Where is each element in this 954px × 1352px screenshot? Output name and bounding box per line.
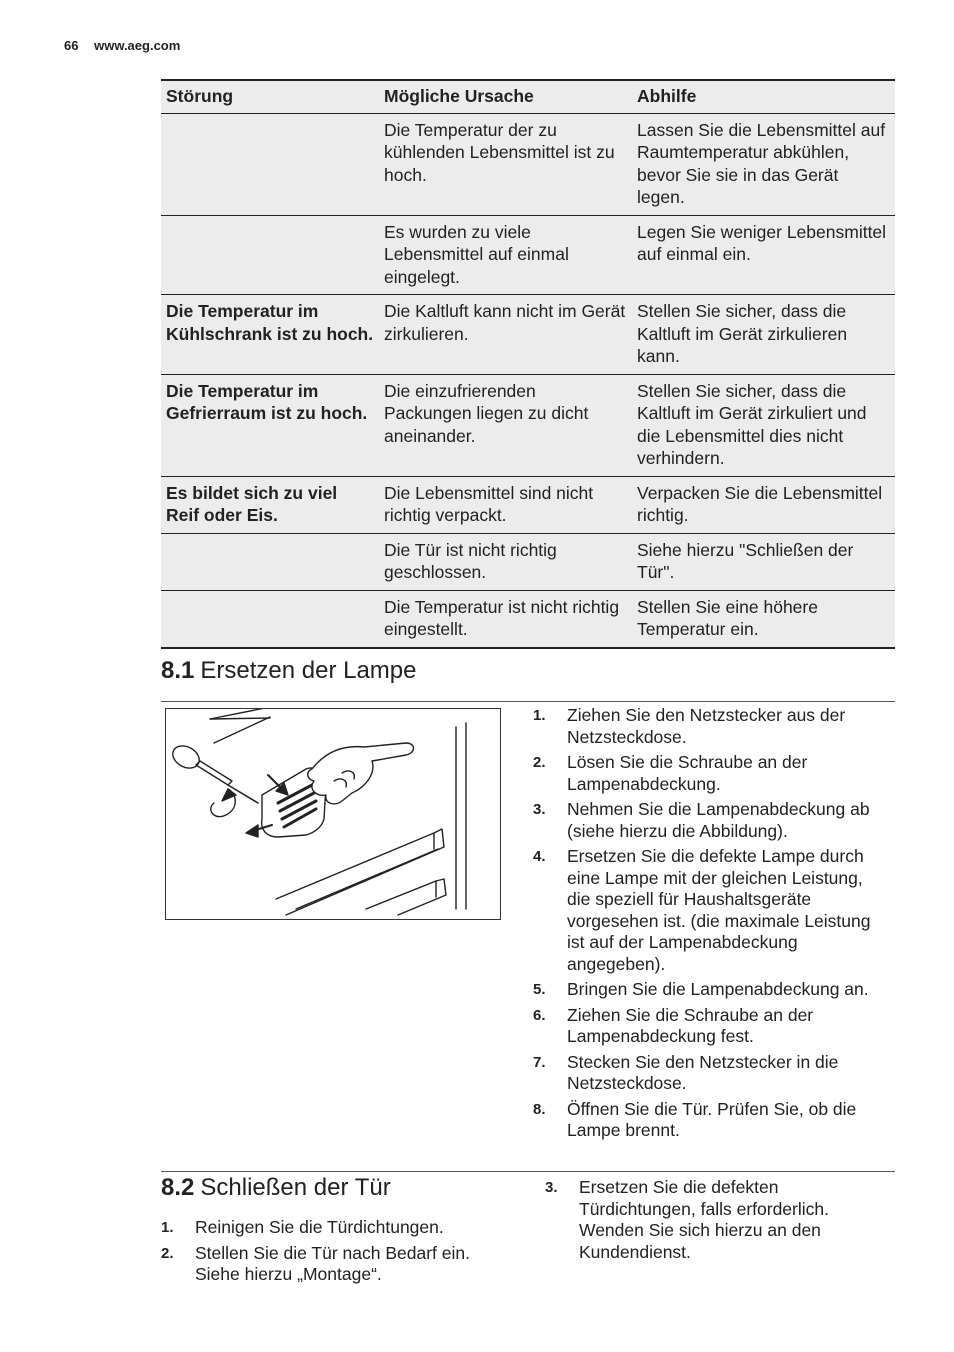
column-header-remedy: Abhilfe (632, 80, 895, 113)
column-header-cause: Mögliche Ursache (379, 80, 632, 113)
table-row (161, 476, 895, 533)
remedy-cell: Legen Sie weniger Lebensmittel auf einmal ein. (632, 215, 895, 295)
section-divider (161, 701, 895, 702)
list-item (533, 846, 889, 975)
table-row (161, 295, 895, 375)
step-text: Öffnen Sie die Tür. Prüfen Sie, ob die Lampe brennt. (567, 1098, 857, 1140)
remedy-cell: Stellen Sie eine höhere Temperatur ein. (632, 590, 895, 648)
list-item (545, 1177, 895, 1263)
step-text: Ersetzen Sie die defekten Türdichtungen, falls erforderlich. Wenden Sie sich hierzu an den Kundendienst. (579, 1177, 829, 1262)
list-item (533, 979, 889, 1001)
step-text: Stecken Sie den Netzstecker in die Netzsteckdose. (567, 1051, 839, 1093)
fault-cell: Die Temperatur im Kühlschrank ist zu hoch. (161, 295, 379, 375)
door-steps-left (161, 1217, 501, 1290)
step-text: Stellen Sie die Tür nach Bedarf ein. Siehe hierzu „Montage“. (195, 1242, 470, 1284)
list-item (161, 1217, 501, 1239)
remedy-cell: Siehe hierzu "Schließen der Tür". (632, 533, 895, 590)
step-number: 7. (533, 1053, 546, 1071)
step-number: 6. (533, 1006, 546, 1024)
step-text: Ziehen Sie den Netzstecker aus der Netzsteckdose. (567, 705, 846, 747)
table-row (161, 374, 895, 476)
step-number: 1. (161, 1219, 174, 1236)
cause-cell: Die Kaltluft kann nicht im Gerät zirkulieren. (379, 295, 632, 375)
step-number: 5. (533, 981, 546, 998)
cause-cell: Es wurden zu viele Lebensmittel auf einmal eingelegt. (379, 215, 632, 295)
cause-cell: Die Tür ist nicht richtig geschlossen. (379, 533, 632, 590)
troubleshooting-table (161, 79, 895, 649)
step-number: 8. (533, 1100, 546, 1118)
step-number: 3. (533, 801, 546, 818)
step-text: Ersetzen Sie die defekte Lampe durch eine Lampe mit der gleichen Leistung, die speziell für Haushaltsgeräte vorgesehen ist. (die maximale Leistung ist auf der Lampenabdeckung angegeben). (567, 846, 871, 974)
door-steps-right (545, 1177, 895, 1267)
remedy-cell: Verpacken Sie die Lebensmittel richtig. (632, 476, 895, 533)
step-number: 2. (533, 754, 546, 771)
page-number: 66 (64, 38, 79, 53)
fault-cell (161, 113, 379, 215)
section-title: Ersetzen der Lampe (200, 657, 417, 684)
step-text: Bringen Sie die Lampenabdeckung an. (567, 979, 869, 999)
fault-cell: Die Temperatur im Gefrierraum ist zu hoch. (161, 374, 379, 476)
section-number: 8.1 (161, 657, 195, 684)
step-number: 1. (533, 707, 546, 724)
remedy-cell: Stellen Sie sicher, dass die Kaltluft im Gerät zirkulieren kann. (632, 295, 895, 375)
column-header-fault: Störung (161, 80, 379, 113)
cause-cell: Die Temperatur der zu kühlenden Lebensmittel ist zu hoch. (379, 113, 632, 215)
table-row (161, 533, 895, 590)
step-number: 2. (161, 1244, 174, 1262)
step-number: 4. (533, 848, 546, 865)
list-item (533, 1052, 889, 1095)
remedy-cell: Lassen Sie die Lebensmittel auf Raumtemperatur abkühlen, bevor Sie sie in das Gerät legen. (632, 113, 895, 215)
fault-cell (161, 533, 379, 590)
list-item (533, 1099, 889, 1142)
cause-cell: Die einzufrierenden Packungen liegen zu dicht aneinander. (379, 374, 632, 476)
step-text: Nehmen Sie die Lampenabdeckung ab (siehe hierzu die Abbildung). (567, 799, 870, 841)
step-text: Reinigen Sie die Türdichtungen. (195, 1217, 444, 1237)
table-header-row (161, 80, 895, 113)
section-heading-8-2 (161, 1174, 391, 1202)
step-text: Lösen Sie die Schraube an der Lampenabdeckung. (567, 752, 808, 794)
lamp-replacement-steps (533, 705, 889, 1146)
cause-cell: Die Lebensmittel sind nicht richtig verpackt. (379, 476, 632, 533)
section-divider (161, 1171, 895, 1172)
table-row (161, 590, 895, 648)
fault-cell: Es bildet sich zu viel Reif oder Eis. (161, 476, 379, 533)
page-header (64, 38, 180, 53)
step-text: Ziehen Sie die Schraube an der Lampenabdeckung fest. (567, 1004, 814, 1046)
list-item (533, 1005, 889, 1048)
lamp-cover-replacement-illustration-icon (165, 708, 501, 920)
section-heading-8-1 (161, 657, 417, 685)
list-item (533, 705, 889, 748)
fault-cell (161, 215, 379, 295)
table-row (161, 215, 895, 295)
remedy-cell: Stellen Sie sicher, dass die Kaltluft im Gerät zirkuliert und die Lebensmittel dies nicht verhindern. (632, 374, 895, 476)
table-row (161, 113, 895, 215)
cause-cell: Die Temperatur ist nicht richtig eingestellt. (379, 590, 632, 648)
website-link[interactable]: www.aeg.com (94, 38, 181, 53)
section-number: 8.2 (161, 1174, 195, 1201)
step-number: 3. (545, 1179, 558, 1196)
fault-cell (161, 590, 379, 648)
list-item (161, 1243, 501, 1286)
section-title: Schließen der Tür (200, 1174, 391, 1201)
list-item (533, 752, 889, 795)
list-item (533, 799, 889, 842)
